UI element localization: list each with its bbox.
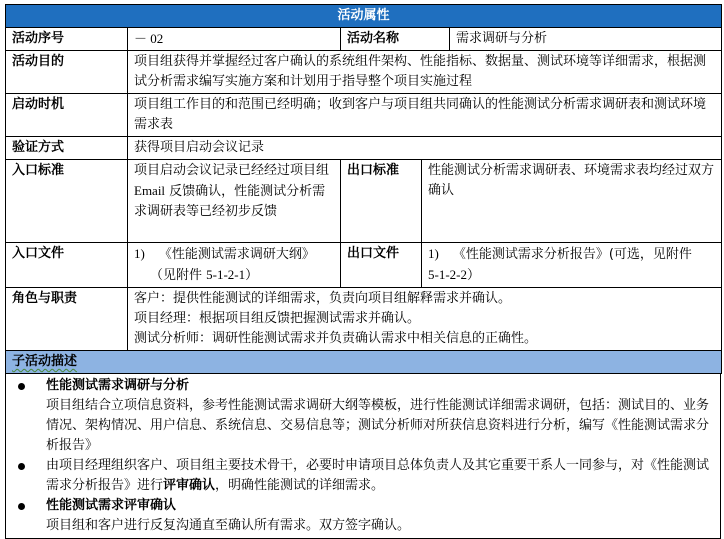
label-activity-seq: 活动序号	[6, 28, 128, 51]
row-roles	[6, 288, 722, 351]
sub-activity-text: 项目组结合立项信息资料，参考性能测试需求调研大纲等模板，进行性能测试详细需求调研，包括：测试目的、业务情况、架构情况、用户信息、系统信息、交易信息等；测试分析师对所获信息资料进行分析，编写《性能测试需求分析报告》	[46, 398, 710, 453]
sub-activity-item	[12, 496, 714, 536]
row-activity-purpose	[6, 51, 722, 94]
bullet-icon	[18, 383, 25, 390]
row-criteria	[6, 160, 722, 243]
value-exit-files: 1) 《性能测试需求分析报告》(可选，见附件 5-1-2-2）	[422, 243, 722, 288]
bullet-icon	[18, 503, 25, 510]
value-roles	[128, 288, 722, 351]
value-trigger: 项目组工作目的和范围已经明确；收到客户与项目组共同确认的性能测试分析需求调研表和测试环境需求表	[128, 94, 722, 137]
exit-doc-title: 《性能测试需求分析报告》(可选，见附件	[452, 247, 692, 262]
list-number: 1)	[134, 246, 145, 261]
value-activity-purpose: 项目组获得并掌握经过客户确认的系统组件架构、性能指标、数据量、测试环境等详细需求，根据测试分析需求编写实施方案和计划用于指导整个项目实施过程	[128, 51, 722, 94]
table-title-row	[6, 5, 722, 28]
row-files	[6, 243, 722, 288]
role-customer: 客户：提供性能测试的详细需求，负责向项目组解释需求并确认。	[134, 291, 512, 306]
sub-activity-text: 项目组和客户进行反复沟通直至确认所有需求。双方签字确认。	[46, 518, 411, 533]
sub-activity-title: 性能测试需求调研与分析	[46, 378, 190, 393]
sub-activity-description	[5, 374, 721, 539]
value-activity-name: 需求调研与分析	[450, 28, 722, 51]
sub-activity-text: 由项目经理组织客户、项目组主要技术骨干，必要时申请项目总体负责人及其它重要干系人一同参与，对《性能测试需求分析报告》进行评审确认，明确性能测试的详细需求。	[46, 458, 710, 493]
label-exit-files: 出口文件	[341, 243, 422, 288]
bullet-icon	[18, 463, 25, 470]
activity-attributes-table	[5, 4, 722, 374]
sub-activity-header-row	[6, 351, 722, 374]
table-title: 活动属性	[6, 5, 722, 28]
role-project-manager: 项目经理：根据项目组反馈把握测试需求并确认。	[134, 311, 421, 326]
label-entry-criteria: 入口标准	[6, 160, 128, 243]
value-entry-files: 1) 《性能测试需求调研大纲》 （见附件 5-1-2-1）	[128, 243, 341, 288]
email-term: Email	[134, 183, 166, 198]
label-entry-files: 入口文件	[6, 243, 128, 288]
activity-attributes-document	[5, 4, 721, 539]
sub-activity-item	[12, 456, 714, 496]
label-verification: 验证方式	[6, 137, 128, 160]
label-exit-criteria: 出口标准	[341, 160, 422, 243]
label-trigger: 启动时机	[6, 94, 128, 137]
value-entry-criteria: 项目启动会议记录已经经过项目组 Email 反馈确认，性能测试分析需求调研表等已经初步反馈	[128, 160, 341, 243]
row-verification	[6, 137, 722, 160]
row-activity-seq	[6, 28, 722, 51]
sub-activity-title: 性能测试需求评审确认	[46, 498, 177, 513]
value-verification: 获得项目启动会议记录	[128, 137, 722, 160]
label-roles: 角色与职责	[6, 288, 128, 351]
sub-activity-item	[12, 376, 714, 456]
sub-activity-header: 子活动描述	[6, 351, 722, 374]
entry-doc-title: 《性能测试需求调研大纲》	[158, 247, 315, 262]
row-trigger	[6, 94, 722, 137]
label-activity-purpose: 活动目的	[6, 51, 128, 94]
attachment-ref: 5-1-2-1	[206, 267, 246, 282]
attachment-ref: 5-1-2-2	[428, 267, 467, 282]
label-activity-name: 活动名称	[341, 28, 450, 51]
value-exit-criteria: 性能测试分析需求调研表、环境需求表均经过双方确认	[422, 160, 722, 243]
role-test-analyst: 测试分析师：调研性能测试需求并负责确认需求中相关信息的正确性。	[134, 331, 538, 346]
value-activity-seq: － 02	[128, 28, 341, 51]
list-number: 1)	[428, 246, 439, 261]
